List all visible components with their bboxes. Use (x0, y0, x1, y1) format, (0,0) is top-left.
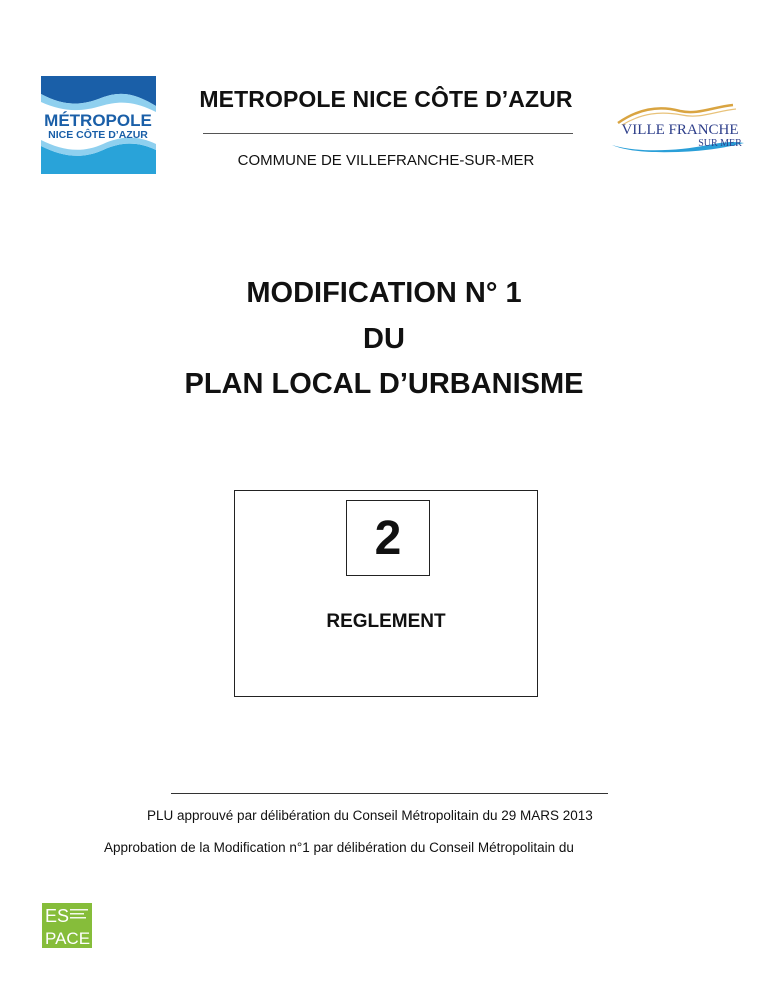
plu-approval-text: PLU approuvé par délibération du Conseil Métropolitain du 29 MARS 2013 (147, 808, 593, 823)
villefranche-logo-line2: SUR MER (698, 138, 742, 149)
metropole-logo (41, 76, 156, 174)
espace-logo-bottom: PACE (45, 929, 91, 948)
metropole-logo-line2: NICE CÔTE D’AZUR (48, 129, 148, 141)
header-divider (203, 133, 573, 134)
modification-approval-text: Approbation de la Modification n°1 par délibération du Conseil Métropolitain du (104, 840, 574, 855)
title-line-3: PLAN LOCAL D’URBANISME (184, 368, 584, 400)
organization-title: METROPOLE NICE CÔTE D’AZUR (199, 86, 573, 112)
document-section-box (234, 490, 538, 697)
title-line-2: DU (363, 323, 405, 355)
metropole-logo-line1: MÉTROPOLE (44, 111, 152, 130)
footer-divider (171, 793, 608, 794)
metropole-logo-graphic (41, 76, 156, 174)
espace-logo-top: ES (45, 906, 70, 926)
document-number: 2 (346, 500, 430, 576)
villefranche-logo-graphic (608, 101, 748, 153)
title-line-1: MODIFICATION N° 1 (246, 277, 522, 309)
document-section-label: REGLEMENT (326, 611, 446, 632)
villefranche-logo-line1: VILLE FRANCHE (621, 122, 739, 138)
espace-logo-graphic (42, 903, 92, 948)
espace-logo (42, 903, 92, 948)
villefranche-logo (608, 101, 748, 153)
commune-name: COMMUNE DE VILLEFRANCHE-SUR-MER (237, 152, 535, 169)
